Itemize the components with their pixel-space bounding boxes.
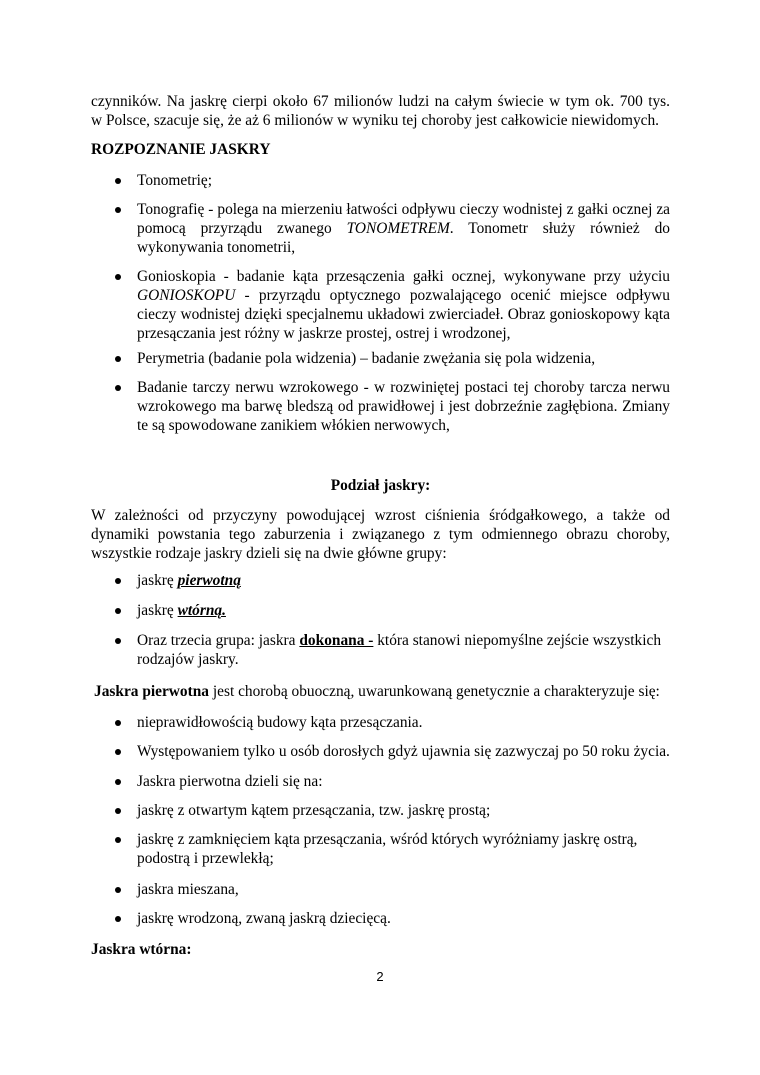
bullet-icon [115,720,121,726]
intro-line-2: w Polsce, szacuje się, że aż 6 milionów w wyniku tej choroby jest całkowicie niewidomych. [91,112,660,129]
list-item: jaskra mieszana, [137,880,670,899]
division-paragraph-line-3: wszystkie rodzaje jaskry dzieli się na dwie główne grupy: [91,545,447,562]
bullet-icon [115,385,121,391]
list-item: Perymetria (badanie pola widzenia) – badanie zwężania się pola widzenia, [137,349,670,368]
secondary-heading: Jaskra wtórna: [91,941,192,958]
list-item: jaskrę wrodzoną, zwaną jaskrą dziecięcą. [137,909,670,928]
list-item: Oraz trzecia grupa: jaskra dokonana - która stanowi niepomyślne zejście wszystkich rodzajów jaskry. [137,631,670,669]
list-item: Badanie tarczy nerwu wzrokowego - w rozwiniętej postaci tej choroby tarcza nerwu wzrokowego ma barwę bledszą od prawidłowej i jest dobrzeźnie zagłębiona. Zmiany te są spowodowane zanikiem włókien nerwowych, [137,378,670,435]
bullet-icon [115,749,121,755]
bullet-icon [115,207,121,213]
bullet-icon [115,887,121,893]
list-item: nieprawidłowością budowy kąta przesączania. [137,713,670,732]
division-heading: Podział jaskry: [330,477,431,494]
list-item: Tonometrię; [137,171,670,190]
list-item: Tonografię - polega na mierzeniu łatwości odpływu cieczy wodnistej z gałki ocznej za pomocą przyrządu zwanego TONOMETREM. Tonometr służy również do wykonywania tonometrii, [137,200,670,257]
list-item: Występowaniem tylko u osób dorosłych gdyż ujawnia się zazwyczaj po 50 roku życia. [137,742,670,761]
bullet-icon [115,274,121,280]
bullet-icon [115,916,121,922]
intro-line-1: czynników. Na jaskrę cierpi około 67 milionów ludzi na całym świecie w tym ok. 700 tys. [91,93,670,110]
bullet-icon [115,779,121,785]
list-item: Jaskra pierwotna dzieli się na: [137,772,670,791]
division-paragraph-line-2: dynamiki powstania tego zaburzenia i związanego z tym odmiennego obrazu choroby, [91,526,670,543]
list-item: jaskrę pierwotną [137,571,670,590]
bullet-icon [115,808,121,814]
page-number: 2 [376,969,384,984]
bullet-icon [115,178,121,184]
bullet-icon [115,638,121,644]
bullet-icon [115,578,121,584]
bullet-icon [115,837,121,843]
bullet-icon [115,356,121,362]
list-item: jaskrę z otwartym kątem przesączania, tzw. jaskrę prostą; [137,801,670,820]
list-item: jaskrę wtórną. [137,601,670,620]
list-item: Gonioskopia - badanie kąta przesączenia gałki ocznej, wykonywane przy użyciu GONIOSKOPU - przyrządu optycznego pozwalającego ocenić miejsce odpływu cieczy wodnistej dzięki specjalnemu układowi zwierciadeł. Obraz gonioskopowy kąta przesączania jest różny w jaskrze prostej, ostrej i wrodzonej, [137,267,670,343]
list-item: jaskrę z zamknięciem kąta przesączania, wśród których wyróżniamy jaskrę ostrą, podostrą i przewlekłą; [137,830,670,868]
primary-lead: Jaskra pierwotna jest chorobą obuoczną, uwarunkowaną genetycznie a charakteryzuje się: [94,683,660,700]
diagnosis-heading: ROZPOZNANIE JASKRY [91,141,271,158]
division-paragraph-line-1: W zależności od przyczyny powodującej wzrost ciśnienia śródgałkowego, a także od [91,507,670,524]
bullet-icon [115,608,121,614]
